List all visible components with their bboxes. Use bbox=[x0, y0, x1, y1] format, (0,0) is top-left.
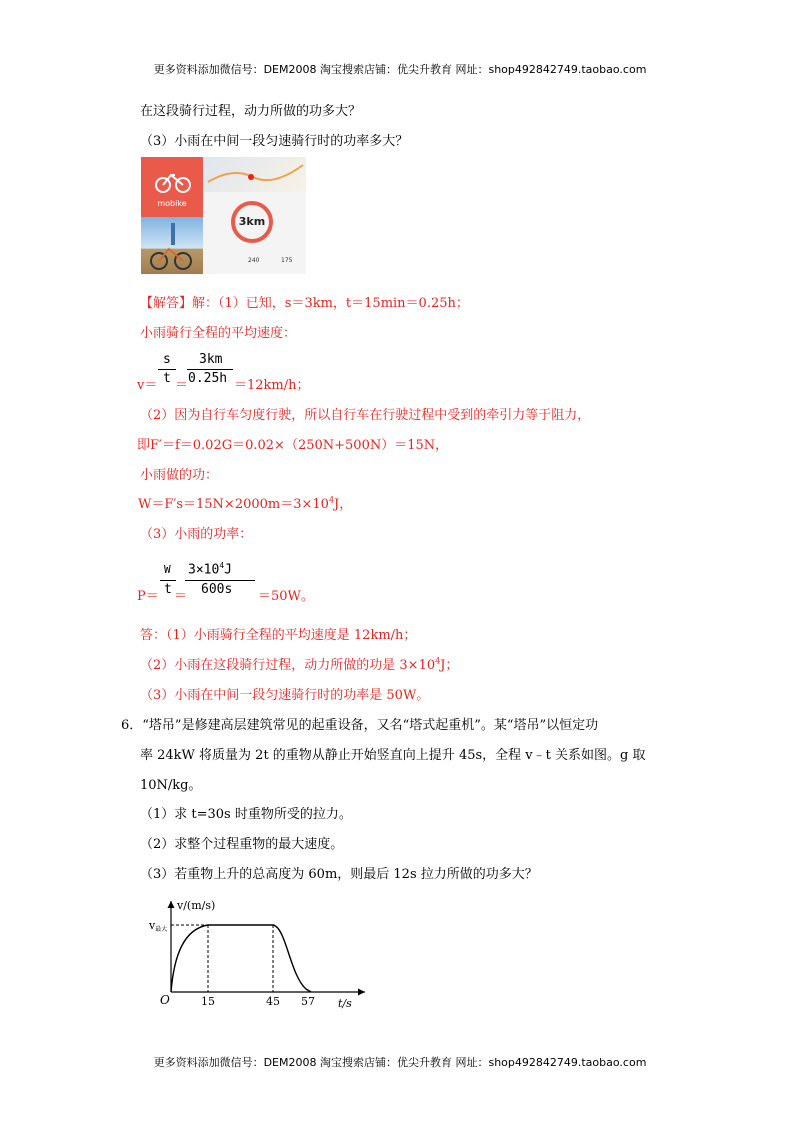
answer-line-5: 小雨做的功： bbox=[140, 468, 219, 483]
work-formula: W＝F′s＝15N×2000m＝3×10 bbox=[138, 497, 329, 512]
y-axis-label: v/(m/s) bbox=[177, 899, 216, 912]
answer-tag: 【解答】 bbox=[140, 296, 193, 311]
vt-graph bbox=[140, 895, 380, 1015]
vt-curve bbox=[171, 925, 311, 992]
bike-icon bbox=[141, 157, 203, 217]
power-result: ＝50W。 bbox=[258, 589, 314, 604]
power-num-exponent: 4 bbox=[219, 561, 225, 570]
answer-line-3: （2）因为自行车匀度行驶，所以自行车在行驶过程中受到的牵引力等于阻力， bbox=[140, 408, 591, 423]
tick-label-15: 15 bbox=[201, 995, 215, 1008]
vmax-subscript: 最大 bbox=[155, 926, 168, 933]
power-prefix: P＝ bbox=[137, 589, 159, 604]
mobike-brand-text: mobike bbox=[157, 199, 187, 208]
q5-line-1: 在这段骑行过程，动力所做的功多大？ bbox=[140, 104, 362, 119]
distance-value: 3km bbox=[238, 215, 266, 228]
power-fraction-bar-2 bbox=[185, 580, 255, 581]
power-fraction-bar-1 bbox=[160, 580, 176, 581]
q5-line-2: （3）小雨在中间一段匀速骑行时的功率多大？ bbox=[140, 134, 409, 149]
answer-line-7: （3）小雨的功率： bbox=[140, 527, 253, 542]
tick-label-57: 57 bbox=[301, 995, 315, 1008]
mobike-screenshot-image bbox=[141, 157, 306, 274]
work-exponent: 4 bbox=[328, 495, 335, 505]
work-unit: J， bbox=[334, 497, 353, 512]
vmax-symbol: v bbox=[149, 919, 156, 932]
power-num-base: 3×10 bbox=[188, 562, 220, 578]
x-axis-label: t/s bbox=[338, 997, 352, 1010]
power-equals: ＝ bbox=[174, 589, 188, 604]
velocity-numerator-1: s bbox=[163, 352, 171, 367]
answer-line-1 bbox=[140, 292, 469, 311]
q6-line-1: 6．“塔吊”是修建高层建筑常见的起重设备，又名“塔式起重机”。某“塔吊”以恒定功 bbox=[121, 718, 599, 733]
q6-sub-1: （1）求 t=30s 时重物所受的拉力。 bbox=[140, 807, 352, 822]
final-answer-3: （3）小雨在中间一段匀速骑行时的功率是 50W。 bbox=[140, 688, 430, 703]
power-denominator-1: t bbox=[164, 582, 172, 597]
answer-line-1-text: 解：（1）已知，s＝3km，t＝15min＝0.25h； bbox=[192, 296, 469, 311]
vmax-label bbox=[148, 919, 167, 933]
app-screen bbox=[203, 157, 306, 274]
q6-sub-2: （2）求整个过程重物的最大速度。 bbox=[140, 837, 344, 852]
page-footer: 更多资料添加微信号：DEM2008 淘宝搜索店铺：优尖升教育 网址：shop492842749.taobao.com bbox=[153, 1056, 647, 1069]
final-answer-2-text: （2）小雨在这段骑行过程，动力所做的功是 3×10 bbox=[140, 658, 436, 673]
stat-b: 175 bbox=[281, 257, 293, 264]
velocity-fraction-bar-1 bbox=[158, 369, 176, 370]
final-answer-2 bbox=[140, 654, 458, 673]
final-answer-1: 答：（1）小雨骑行全程的平均速度是 12km/h； bbox=[140, 628, 417, 643]
final-answer-2-exponent: 4 bbox=[435, 656, 441, 666]
velocity-result: ＝12km/h； bbox=[234, 378, 310, 393]
final-answer-2-unit: J； bbox=[440, 658, 459, 673]
stat-a: 240 bbox=[248, 257, 260, 264]
velocity-denominator-2: 0.25h bbox=[188, 371, 228, 386]
velocity-denominator-1: t bbox=[163, 371, 171, 386]
bike-photo bbox=[141, 217, 203, 274]
power-num-unit: J bbox=[224, 562, 232, 578]
power-numerator-1: W bbox=[164, 563, 171, 576]
q6-line-2: 率 24kW 将质量为 2t 的重物从静止开始竖直向上提升 45s，全程 v﹣t 关系如图。g 取 bbox=[140, 748, 646, 763]
q6-line-3: 10N/kg。 bbox=[140, 778, 202, 793]
velocity-prefix: v＝ bbox=[137, 378, 158, 393]
origin-label: O bbox=[160, 993, 170, 1007]
page-header: 更多资料添加微信号：DEM2008 淘宝搜索店铺：优尖升教育 网址：shop492842749.taobao.com bbox=[153, 63, 647, 76]
mobike-poster bbox=[141, 157, 203, 217]
answer-line-6 bbox=[138, 493, 352, 512]
velocity-fraction-bar-2 bbox=[187, 369, 233, 370]
velocity-numerator-2: 3km bbox=[199, 352, 223, 367]
power-numerator-2 bbox=[188, 561, 232, 577]
q6-sub-3: （3）若重物上升的总高度为 60m，则最后 12s 拉力所做的功多大？ bbox=[140, 867, 538, 882]
velocity-equals: ＝ bbox=[175, 378, 189, 393]
answer-line-2: 小雨骑行全程的平均速度： bbox=[140, 326, 297, 341]
power-denominator-2: 600s bbox=[201, 582, 233, 597]
answer-line-4: 即F′＝f＝0.02G＝0.02×（250N+500N）＝15N， bbox=[137, 438, 449, 453]
tick-label-45: 45 bbox=[266, 995, 280, 1008]
